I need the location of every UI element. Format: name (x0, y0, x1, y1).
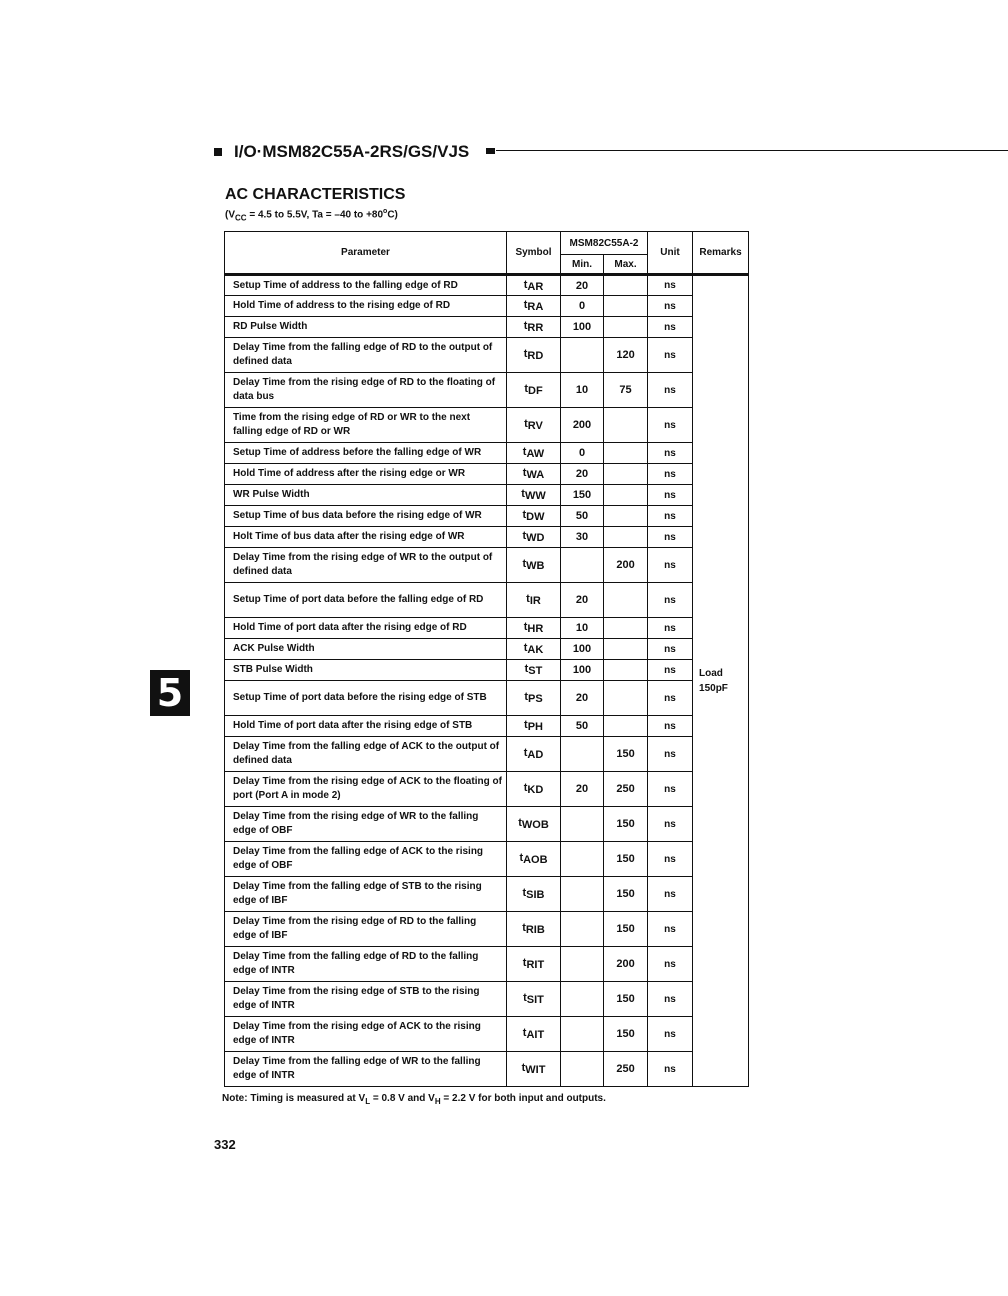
header-bullet-icon (214, 148, 222, 156)
row-max: 150 (604, 877, 648, 912)
symbol-t: t (523, 992, 527, 1004)
row-symbol (507, 737, 561, 772)
row-min: 30 (561, 527, 604, 548)
row-unit: ns (648, 443, 693, 464)
row-min (561, 912, 604, 947)
row-min: 20 (561, 275, 604, 296)
header-max: Max. (604, 255, 648, 275)
header-parameter: Parameter (225, 232, 507, 275)
row-unit: ns (648, 485, 693, 506)
symbol-subscript: AW (526, 448, 545, 460)
symbol-t: t (521, 1062, 526, 1074)
table-row (225, 464, 749, 485)
symbol-subscript: KD (527, 784, 544, 796)
row-max (604, 527, 648, 548)
row-unit: ns (648, 548, 693, 583)
row-symbol (507, 982, 561, 1017)
row-symbol (507, 408, 561, 443)
symbol-t: t (522, 446, 527, 458)
row-min (561, 877, 604, 912)
row-parameter: STB Pulse Width (225, 660, 507, 681)
table-row (225, 807, 749, 842)
row-parameter: Delay Time from the rising edge of WR to the output of defined data (225, 548, 507, 583)
row-max: 250 (604, 772, 648, 807)
symbol-t: t (522, 530, 527, 542)
row-symbol (507, 772, 561, 807)
symbol-t: t (519, 852, 524, 864)
row-parameter: Delay Time from the rising edge of ACK to the floating of port (Port A in mode 2) (225, 772, 507, 807)
symbol-subscript: RD (527, 350, 544, 362)
symbol-subscript: WD (526, 532, 545, 544)
table-row (225, 296, 749, 317)
row-min: 150 (561, 485, 604, 506)
row-unit: ns (648, 373, 693, 408)
row-unit: ns (648, 296, 693, 317)
table-row (225, 1052, 749, 1087)
symbol-subscript: RA (527, 301, 544, 313)
table-row (225, 618, 749, 639)
row-min (561, 548, 604, 583)
row-unit: ns (648, 660, 693, 681)
remarks-cell: Load 150pF (693, 275, 749, 1087)
row-symbol (507, 373, 561, 408)
table-row (225, 660, 749, 681)
table-row (225, 912, 749, 947)
table-row (225, 947, 749, 982)
row-max (604, 443, 648, 464)
section-title: AC CHARACTERISTICS (225, 186, 406, 203)
table-row (225, 982, 749, 1017)
row-parameter: Holt Time of bus data after the rising edge of WR (225, 527, 507, 548)
row-symbol (507, 443, 561, 464)
symbol-subscript: DF (528, 385, 543, 397)
row-min: 100 (561, 660, 604, 681)
row-unit: ns (648, 947, 693, 982)
row-symbol (507, 716, 561, 737)
row-parameter: Setup Time of port data before the rising edge of STB (225, 681, 507, 716)
row-min: 10 (561, 618, 604, 639)
row-parameter: Delay Time from the falling edge of STB to the rising edge of IBF (225, 877, 507, 912)
row-symbol (507, 527, 561, 548)
row-max: 200 (604, 548, 648, 583)
row-max (604, 639, 648, 660)
header-device: MSM82C55A-2 (561, 232, 648, 255)
row-parameter: WR Pulse Width (225, 485, 507, 506)
symbol-subscript: WIT (525, 1064, 546, 1076)
row-min: 0 (561, 296, 604, 317)
row-min (561, 807, 604, 842)
row-unit: ns (648, 527, 693, 548)
row-parameter: Setup Time of address to the falling edge of RD (225, 275, 507, 296)
row-unit: ns (648, 639, 693, 660)
row-unit: ns (648, 912, 693, 947)
row-symbol (507, 464, 561, 485)
row-max (604, 618, 648, 639)
row-max: 150 (604, 1017, 648, 1052)
row-parameter: Hold Time of port data after the rising edge of RD (225, 618, 507, 639)
row-unit: ns (648, 877, 693, 912)
row-parameter: Delay Time from the falling edge of ACK to the output of defined data (225, 737, 507, 772)
row-symbol (507, 583, 561, 618)
row-symbol (507, 947, 561, 982)
symbol-t: t (523, 348, 528, 360)
row-max: 150 (604, 737, 648, 772)
row-symbol (507, 1017, 561, 1052)
row-min (561, 737, 604, 772)
header-title: I/O·MSM82C55A-2RS/GS/VJS (234, 142, 470, 161)
symbol-t: t (524, 418, 528, 430)
symbol-subscript: RV (527, 420, 543, 432)
row-parameter: Setup Time of port data before the falling edge of RD (225, 583, 507, 618)
row-symbol (507, 842, 561, 877)
row-symbol (507, 317, 561, 338)
symbol-t: t (524, 663, 529, 675)
row-symbol (507, 296, 561, 317)
table-row (225, 485, 749, 506)
table-row (225, 317, 749, 338)
symbol-subscript: RR (527, 322, 544, 334)
row-parameter: ACK Pulse Width (225, 639, 507, 660)
row-symbol (507, 338, 561, 373)
symbol-subscript: AD (527, 749, 544, 761)
row-max: 150 (604, 982, 648, 1017)
row-max (604, 464, 648, 485)
row-unit: ns (648, 338, 693, 373)
symbol-subscript: RIB (525, 924, 545, 936)
header-unit: Unit (648, 232, 693, 275)
row-max (604, 583, 648, 618)
row-min: 200 (561, 408, 604, 443)
row-min: 10 (561, 373, 604, 408)
chapter-tab: 5 (150, 670, 190, 716)
table-row (225, 772, 749, 807)
symbol-t: t (524, 383, 528, 395)
symbol-t: t (523, 621, 528, 633)
row-symbol (507, 506, 561, 527)
row-parameter: Hold Time of address after the rising edge or WR (225, 464, 507, 485)
row-symbol (507, 1052, 561, 1087)
row-symbol (507, 548, 561, 583)
table-body (225, 275, 749, 1087)
row-min: 100 (561, 639, 604, 660)
row-min: 0 (561, 443, 604, 464)
ac-characteristics-table (224, 231, 749, 1087)
symbol-t: t (524, 691, 528, 703)
page-header (214, 142, 814, 162)
header-rule-cap (486, 148, 495, 154)
symbol-subscript: WOB (521, 819, 549, 831)
row-min: 20 (561, 583, 604, 618)
table-row (225, 373, 749, 408)
row-parameter: Delay Time from the rising edge of RD to the falling edge of IBF (225, 912, 507, 947)
row-unit: ns (648, 1052, 693, 1087)
row-max: 250 (604, 1052, 648, 1087)
symbol-subscript: DW (526, 511, 545, 523)
row-unit: ns (648, 464, 693, 485)
row-max: 200 (604, 947, 648, 982)
symbol-t: t (523, 278, 528, 291)
row-unit: ns (648, 275, 693, 296)
row-parameter: Time from the rising edge of RD or WR to the next falling edge of RD or WR (225, 408, 507, 443)
table-row (225, 877, 749, 912)
symbol-subscript: PS (527, 693, 543, 705)
row-min (561, 982, 604, 1017)
symbol-subscript: WA (526, 469, 545, 481)
row-max (604, 408, 648, 443)
row-parameter: Delay Time from the rising edge of STB to the rising edge of INTR (225, 982, 507, 1017)
symbol-subscript: HR (527, 623, 544, 635)
row-min: 20 (561, 681, 604, 716)
table-row (225, 842, 749, 877)
row-unit: ns (648, 317, 693, 338)
table-row (225, 275, 749, 296)
row-unit: ns (648, 1017, 693, 1052)
table-row (225, 583, 749, 618)
row-unit: ns (648, 982, 693, 1017)
row-parameter: Hold Time of address to the rising edge of RD (225, 296, 507, 317)
row-parameter: Setup Time of bus data before the rising edge of WR (225, 506, 507, 527)
symbol-t: t (522, 957, 527, 969)
row-parameter: Setup Time of address before the falling edge of WR (225, 443, 507, 464)
row-parameter: Delay Time from the rising edge of ACK to the rising edge of INTR (225, 1017, 507, 1052)
table-row (225, 681, 749, 716)
row-parameter: Delay Time from the falling edge of RD to the output of defined data (225, 338, 507, 373)
symbol-subscript: AIT (526, 1029, 545, 1041)
row-unit: ns (648, 618, 693, 639)
row-max: 150 (604, 842, 648, 877)
row-symbol (507, 618, 561, 639)
table-row (225, 639, 749, 660)
table-row (225, 506, 749, 527)
symbol-t: t (522, 922, 526, 934)
row-max (604, 716, 648, 737)
row-min: 100 (561, 317, 604, 338)
timing-note: Note: Timing is measured at $V_L = 0.8$ V and $V_H = 2.2$ V for both input and outputs. (222, 1093, 606, 1106)
row-max: 150 (604, 912, 648, 947)
symbol-t: t (522, 558, 527, 570)
row-max: 120 (604, 338, 648, 373)
row-symbol (507, 485, 561, 506)
symbol-t: t (523, 782, 528, 794)
table-row (225, 548, 749, 583)
row-parameter: Delay Time from the falling edge of WR to the falling edge of INTR (225, 1052, 507, 1087)
symbol-subscript: AK (527, 644, 544, 656)
symbol-t: t (522, 509, 527, 521)
row-min: 20 (561, 772, 604, 807)
symbol-t: t (526, 593, 530, 605)
row-unit: ns (648, 842, 693, 877)
row-unit: ns (648, 716, 693, 737)
row-unit: ns (648, 506, 693, 527)
symbol-t: t (523, 747, 528, 759)
symbol-t: t (522, 1027, 527, 1039)
row-unit: ns (648, 583, 693, 618)
symbol-subscript: SIB (526, 889, 545, 901)
row-max (604, 506, 648, 527)
row-symbol (507, 877, 561, 912)
row-max (604, 681, 648, 716)
row-min (561, 842, 604, 877)
row-min: 50 (561, 506, 604, 527)
row-unit: ns (648, 807, 693, 842)
row-unit: ns (648, 681, 693, 716)
row-min: 50 (561, 716, 604, 737)
row-parameter: Delay Time from the rising edge of RD to the floating of data bus (225, 373, 507, 408)
header-remarks: Remarks (693, 232, 749, 275)
test-conditions: ($V_{CC} = 4.5$ to 5.5V, Ta = –40 to $+80^oC$) (225, 208, 398, 223)
symbol-t: t (523, 642, 528, 654)
row-symbol (507, 681, 561, 716)
symbol-subscript: SIT (526, 994, 544, 1006)
table-row (225, 408, 749, 443)
symbol-subscript: AOB (523, 854, 548, 866)
header-rule (496, 150, 1008, 151)
row-min (561, 947, 604, 982)
row-max (604, 275, 648, 296)
row-min (561, 1017, 604, 1052)
table-row (225, 1017, 749, 1052)
symbol-t: t (518, 817, 522, 829)
row-min (561, 1052, 604, 1087)
row-max (604, 317, 648, 338)
row-min (561, 338, 604, 373)
page-number: 332 (214, 1137, 236, 1152)
row-parameter: Hold Time of port data after the rising edge of STB (225, 716, 507, 737)
row-max (604, 296, 648, 317)
row-max (604, 485, 648, 506)
row-parameter: Delay Time from the falling edge of RD to the falling edge of INTR (225, 947, 507, 982)
symbol-subscript: AR (527, 280, 544, 293)
row-max (604, 660, 648, 681)
symbol-subscript: WW (524, 490, 546, 502)
row-max: 75 (604, 373, 648, 408)
row-symbol (507, 275, 561, 296)
symbol-subscript: RIT (526, 959, 545, 971)
row-symbol (507, 639, 561, 660)
row-max: 150 (604, 807, 648, 842)
symbol-t: t (521, 488, 525, 500)
row-parameter: Delay Time from the rising edge of WR to the falling edge of OBF (225, 807, 507, 842)
table-row (225, 338, 749, 373)
row-min: 20 (561, 464, 604, 485)
row-symbol (507, 807, 561, 842)
table-row (225, 737, 749, 772)
row-unit: ns (648, 772, 693, 807)
row-unit: ns (648, 737, 693, 772)
symbol-subscript: PH (527, 721, 543, 733)
row-symbol (507, 660, 561, 681)
header-symbol: Symbol (507, 232, 561, 275)
symbol-t: t (522, 467, 527, 479)
row-parameter: RD Pulse Width (225, 317, 507, 338)
table-row (225, 443, 749, 464)
symbol-subscript: WB (526, 560, 545, 572)
symbol-subscript: IR (529, 595, 541, 607)
symbol-t: t (523, 299, 528, 311)
header-min: Min. (561, 255, 604, 275)
row-parameter: Delay Time from the falling edge of ACK to the rising edge of OBF (225, 842, 507, 877)
table-row (225, 527, 749, 548)
row-symbol (507, 912, 561, 947)
table-row (225, 716, 749, 737)
symbol-t: t (524, 719, 528, 731)
symbol-t: t (523, 320, 528, 332)
symbol-subscript: ST (528, 665, 543, 677)
symbol-t: t (522, 887, 527, 899)
row-unit: ns (648, 408, 693, 443)
